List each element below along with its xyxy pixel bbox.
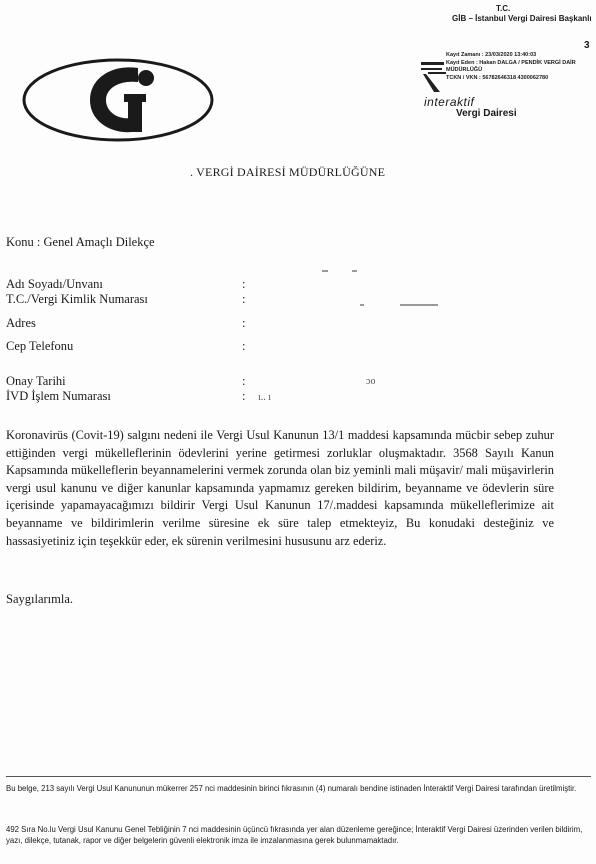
field-label-approval-date: Onay Tarihi [6,374,66,388]
redacted-mark [400,304,438,306]
ivd-number-fragment: ı.. ı [258,392,272,403]
footer-divider [6,776,591,777]
footer-note-2: 492 Sıra No.lu Vergi Usul Kanunu Genel Tebliğinin 7 nci maddesinin üçüncü fıkrasında yer alan düzenleme gereğince; İnteraktif Vergi Dairesi üzerinden verilen bildirim, yazı, dilekçe, tutanak, rapor ve diğer belgelerin güvenli elektronik imza ile imzalanmasına gerek bulunmamaktadır. [6,825,583,845]
field-label-phone: Cep Telefonu [6,339,74,353]
registration-stamp [446,52,576,82]
field-label-address: Adres [6,316,36,330]
approval-date-fragment: ɔo [366,376,376,387]
document-title: . VERGİ DAİRESİ MÜDÜRLÜĞÜNE [190,165,386,179]
page-marker: 3 [584,40,590,51]
header-gib: GİB – İstanbul Vergi Dairesi Başkanlı [452,14,592,23]
field-label-ivd-number: İVD İşlem Numarası [6,389,111,403]
footer-note-1: Bu belge, 213 sayılı Vergi Usul Kanununun mükerrer 257 nci maddesinin birinci fıkrasının (4) numaralı bendine istinaden İnteraktif Vergi Dairesi tarafından üretilmiştir. [6,784,577,793]
ivd-logo-icon [420,58,446,98]
stamp-line-time: Kayıt Zamanı : 23/03/2020 13:40:03 [446,52,537,58]
field-label-name: Adı Soyadı/Unvanı [6,277,103,291]
redacted-mark [360,304,364,306]
stamp-line-tckn: TCKN / VKN : 56782646318 4300062780 [446,74,549,81]
header-tc: T.C. [496,4,511,13]
stamp-line-office: MÜDÜRLÜĞÜ [446,67,483,74]
gib-logo-icon [20,56,216,144]
ivd-brand-line1: interaktif [424,95,475,109]
field-label-tckn: T.C./Vergi Kimlik Numarası [6,292,148,306]
stamp-line-recorder: Kayıt Eden : Hakan DALGA / PENDİK VERGİ DAİR [446,59,576,66]
redacted-mark [352,270,357,272]
document-body: Koronavirüs (Covit-19) salgını nedeni ile Vergi Usul Kanunun 13/1 maddesi kapsamında mücbir sebep zuhur ettiğinden vergi mükelleflerinin ödevlerini yerine getirmesi zorluklar oluşmaktadır. 3568 Sayılı Kanun Kapsamında mükelleflerin beyannamelerini vermek zorunda olan biz yeminli mali müşavir/ mali müşavirlerin vergi usul kanunu ve diğer kanunlar kapsamında yapmamız gereken bildirim, beyanname ve ödevlerin süre içerisinde yapamayacağımızı bildirir Vergi Usul Kanunun 17/.maddesi kapsamında mükelleflerimize ait beyanname ve bildirimlerin verilme süresine ek süre talep etmekteyiz, Bu konudaki desteğiniz ve hassasiyetiniz için teşekkür eder, ek sürenin verilmesini hususunu arz ederiz. [6,428,554,548]
redacted-mark [322,270,328,272]
field-colon: : [242,374,246,388]
ivd-brand-line2: Vergi Dairesi [456,108,517,119]
field-colon: : [242,316,246,330]
field-colon: : [242,292,246,306]
field-colon: : [242,277,246,291]
field-colon: : [242,339,246,353]
document-closing: Saygılarımla. [6,592,73,606]
field-colon: : [242,389,246,403]
document-subject: Konu : Genel Amaçlı Dilekçe [6,235,155,249]
